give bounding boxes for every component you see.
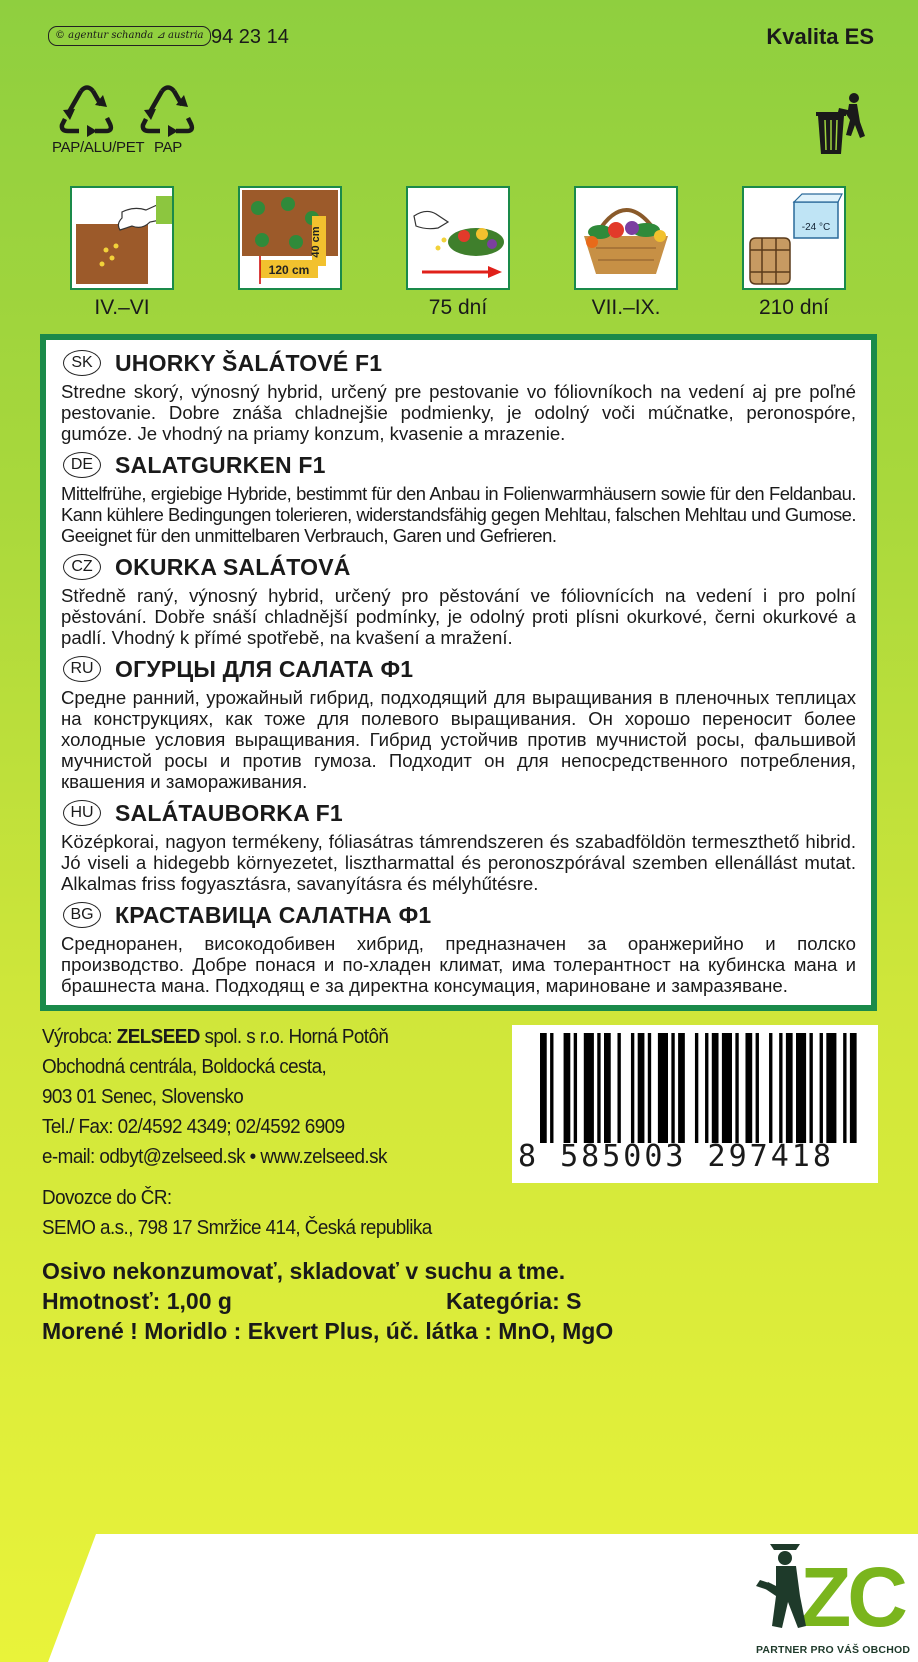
- logo-tagline: PARTNER PRO VÁŠ OBCHOD: [756, 1644, 911, 1656]
- storage-warning: Osivo nekonzumovať, skladovať v suchu a tme.: [42, 1258, 566, 1284]
- producer-company: spol. s r.o. Horná Potôň: [199, 1025, 389, 1048]
- section-de: [61, 447, 856, 546]
- producer-info: [42, 1022, 388, 1172]
- sowing-icon: [72, 188, 172, 288]
- tidyman-icon: [816, 92, 868, 161]
- harvest-basket-icon: [576, 188, 676, 288]
- quality-label: Kvalita ES: [766, 24, 874, 49]
- language-badge: SK: [63, 350, 101, 376]
- section-body: Középkorai, nagyon termékeny, fóliasátras támrendszeren és szabadföldön termeszthető hibrid. Jó viseli a hidegebb környezetet, lisztharmattal és peronoszpórával szemben ellenállást mutat. Alkalmas friss fogyasztásra, savanyításra és mélyhűtésre.: [61, 831, 856, 894]
- description-panel: [40, 334, 877, 1011]
- pictogram-storage: [742, 186, 846, 290]
- language-badge: RU: [63, 656, 101, 682]
- producer-contact: e-mail: odbyt@zelseed.sk • www.zelseed.sk: [42, 1145, 387, 1168]
- barcode: [512, 1025, 878, 1183]
- recycle-icon: [140, 85, 196, 137]
- agency-mark: © agentur schanda ⊿ austria: [48, 26, 211, 46]
- pictogram-label-storage: 210 dní: [758, 296, 830, 319]
- pictogram-harvest: [574, 186, 678, 290]
- category-label: Kategória: S: [446, 1288, 582, 1314]
- pictogram-label-harvest: VII.–IX.: [591, 296, 661, 319]
- producer-address-2: 903 01 Senec, Slovensko: [42, 1085, 244, 1108]
- section-body: Středně raný, výnosný hybrid, určený pro pěstování ve fóliovnících na vedení i pro polní pěstování. Dobře snáší chladnější podmínky, je odolný proti plísni okurkové, černi okurkové a padlí. Vhodný k přímé spotřebě, na kvašení a mražení.: [61, 585, 856, 648]
- pictogram-label-germination: 75 dní: [428, 296, 488, 319]
- producer-name: ZELSEED: [116, 1025, 200, 1048]
- storage-icon: [744, 188, 844, 288]
- importer-info: [42, 1183, 432, 1243]
- spacing-icon: [240, 188, 340, 288]
- logo-text: ZC: [800, 1550, 904, 1644]
- freezer-temp-label: -24 °C: [801, 222, 831, 233]
- importer-address: SEMO a.s., 798 17 Smržice 414, Česká republika: [42, 1216, 432, 1239]
- recycle-label: PAP/ALU/PET: [52, 139, 145, 156]
- section-bg: [61, 897, 856, 996]
- product-code: 94 23 14: [211, 26, 289, 48]
- section-ru: [61, 651, 856, 792]
- barcode-number: 8 585003 297418: [518, 1139, 834, 1174]
- recycle-symbol-2: [133, 85, 203, 156]
- recycle-symbol-1: [52, 85, 145, 156]
- pictogram-sowing: [70, 186, 174, 290]
- germination-icon: [408, 188, 508, 288]
- pictogram-germination: [406, 186, 510, 290]
- section-title: OKURKA SALÁTOVÁ: [115, 553, 351, 580]
- language-badge: CZ: [63, 554, 101, 580]
- pictogram-spacing: [238, 186, 342, 290]
- barcode-bars: [540, 1033, 860, 1143]
- section-cz: [61, 549, 856, 648]
- section-body: Stredne skorý, výnosný hybrid, určený pre pestovanie vo fóliovníkoch na vedení aj pre poľné pestovanie. Dobre znáša chladnejšie podmienky, je odolný voči múčnatke, peronospóre, gumóze. Je vhodný na priamy konzum, kvasenie a mrazenie.: [61, 381, 856, 444]
- producer-label: Výrobca:: [42, 1025, 113, 1048]
- language-badge: DE: [63, 452, 101, 478]
- section-title: UHORKY ŠALÁTOVÉ F1: [115, 349, 383, 376]
- weight-label: Hmotnosť: 1,00 g: [42, 1288, 232, 1314]
- section-body: Mittelfrühe, ergiebige Hybride, bestimmt für den Anbau in Folienwarmhäusern sowie für den Feldanbau. Kann kühlere Bedingungen tolerieren, widerstandsfähig gegen Mehltau, falschen Mehltau und Gumose. Geeignet für den unmittelbaren Verbrauch, Garen und Gefrieren.: [61, 483, 856, 546]
- bottom-panel: [0, 1534, 918, 1662]
- section-body: Средноранен, високодобивен хибрид, предназначен за оранжерийно и полско производство. Добре понася и по-хладен климат, има толерантност на кубинска мана и брашнеста мана. Подходящ е за директна консумация, мариноване и замразяване.: [61, 933, 856, 996]
- section-sk: [61, 345, 856, 444]
- pictogram-label-sowing: IV.–VI: [94, 296, 150, 319]
- storage-warnings: [42, 1256, 613, 1346]
- section-title: SALÁTAUBORKA F1: [115, 799, 343, 826]
- producer-address-1: Obchodná centrála, Boldocká cesta,: [42, 1055, 327, 1078]
- language-badge: BG: [63, 902, 101, 928]
- section-title: ОГУРЦЫ ДЛЯ САЛАТА Ф1: [115, 655, 414, 682]
- section-body: Средне ранний, урожайный гибрид, подходящий для выращивания в пленочных теплицах на конструкциях, как тоже для полевого выращивания. Он хорошо переносит более холодные условия выращивания. Гибрид устойчив против мучнистой росы, фальшивой мучнистой росы и против гумоза. Подходит он для непосредственного потребления, квашения и замораживания.: [61, 687, 856, 792]
- importer-label: Dovozce do ČR:: [42, 1186, 172, 1209]
- dim-height-label: 40 cm: [310, 226, 322, 258]
- recycle-label: PAP: [153, 139, 182, 156]
- recycle-icon: [59, 85, 115, 137]
- language-badge: HU: [63, 800, 101, 826]
- section-title: SALATGURKEN F1: [115, 451, 326, 478]
- section-hu: [61, 795, 856, 894]
- section-title: КРАСТАВИЦА САЛАТНА Ф1: [115, 901, 432, 928]
- producer-phone: Tel./ Fax: 02/4592 4349; 02/4592 6909: [42, 1115, 345, 1138]
- dim-width-label: 120 cm: [268, 263, 310, 277]
- treatment-label: Morené ! Moridlo : Ekvert Plus, úč. látka : MnO, MgO: [42, 1318, 614, 1344]
